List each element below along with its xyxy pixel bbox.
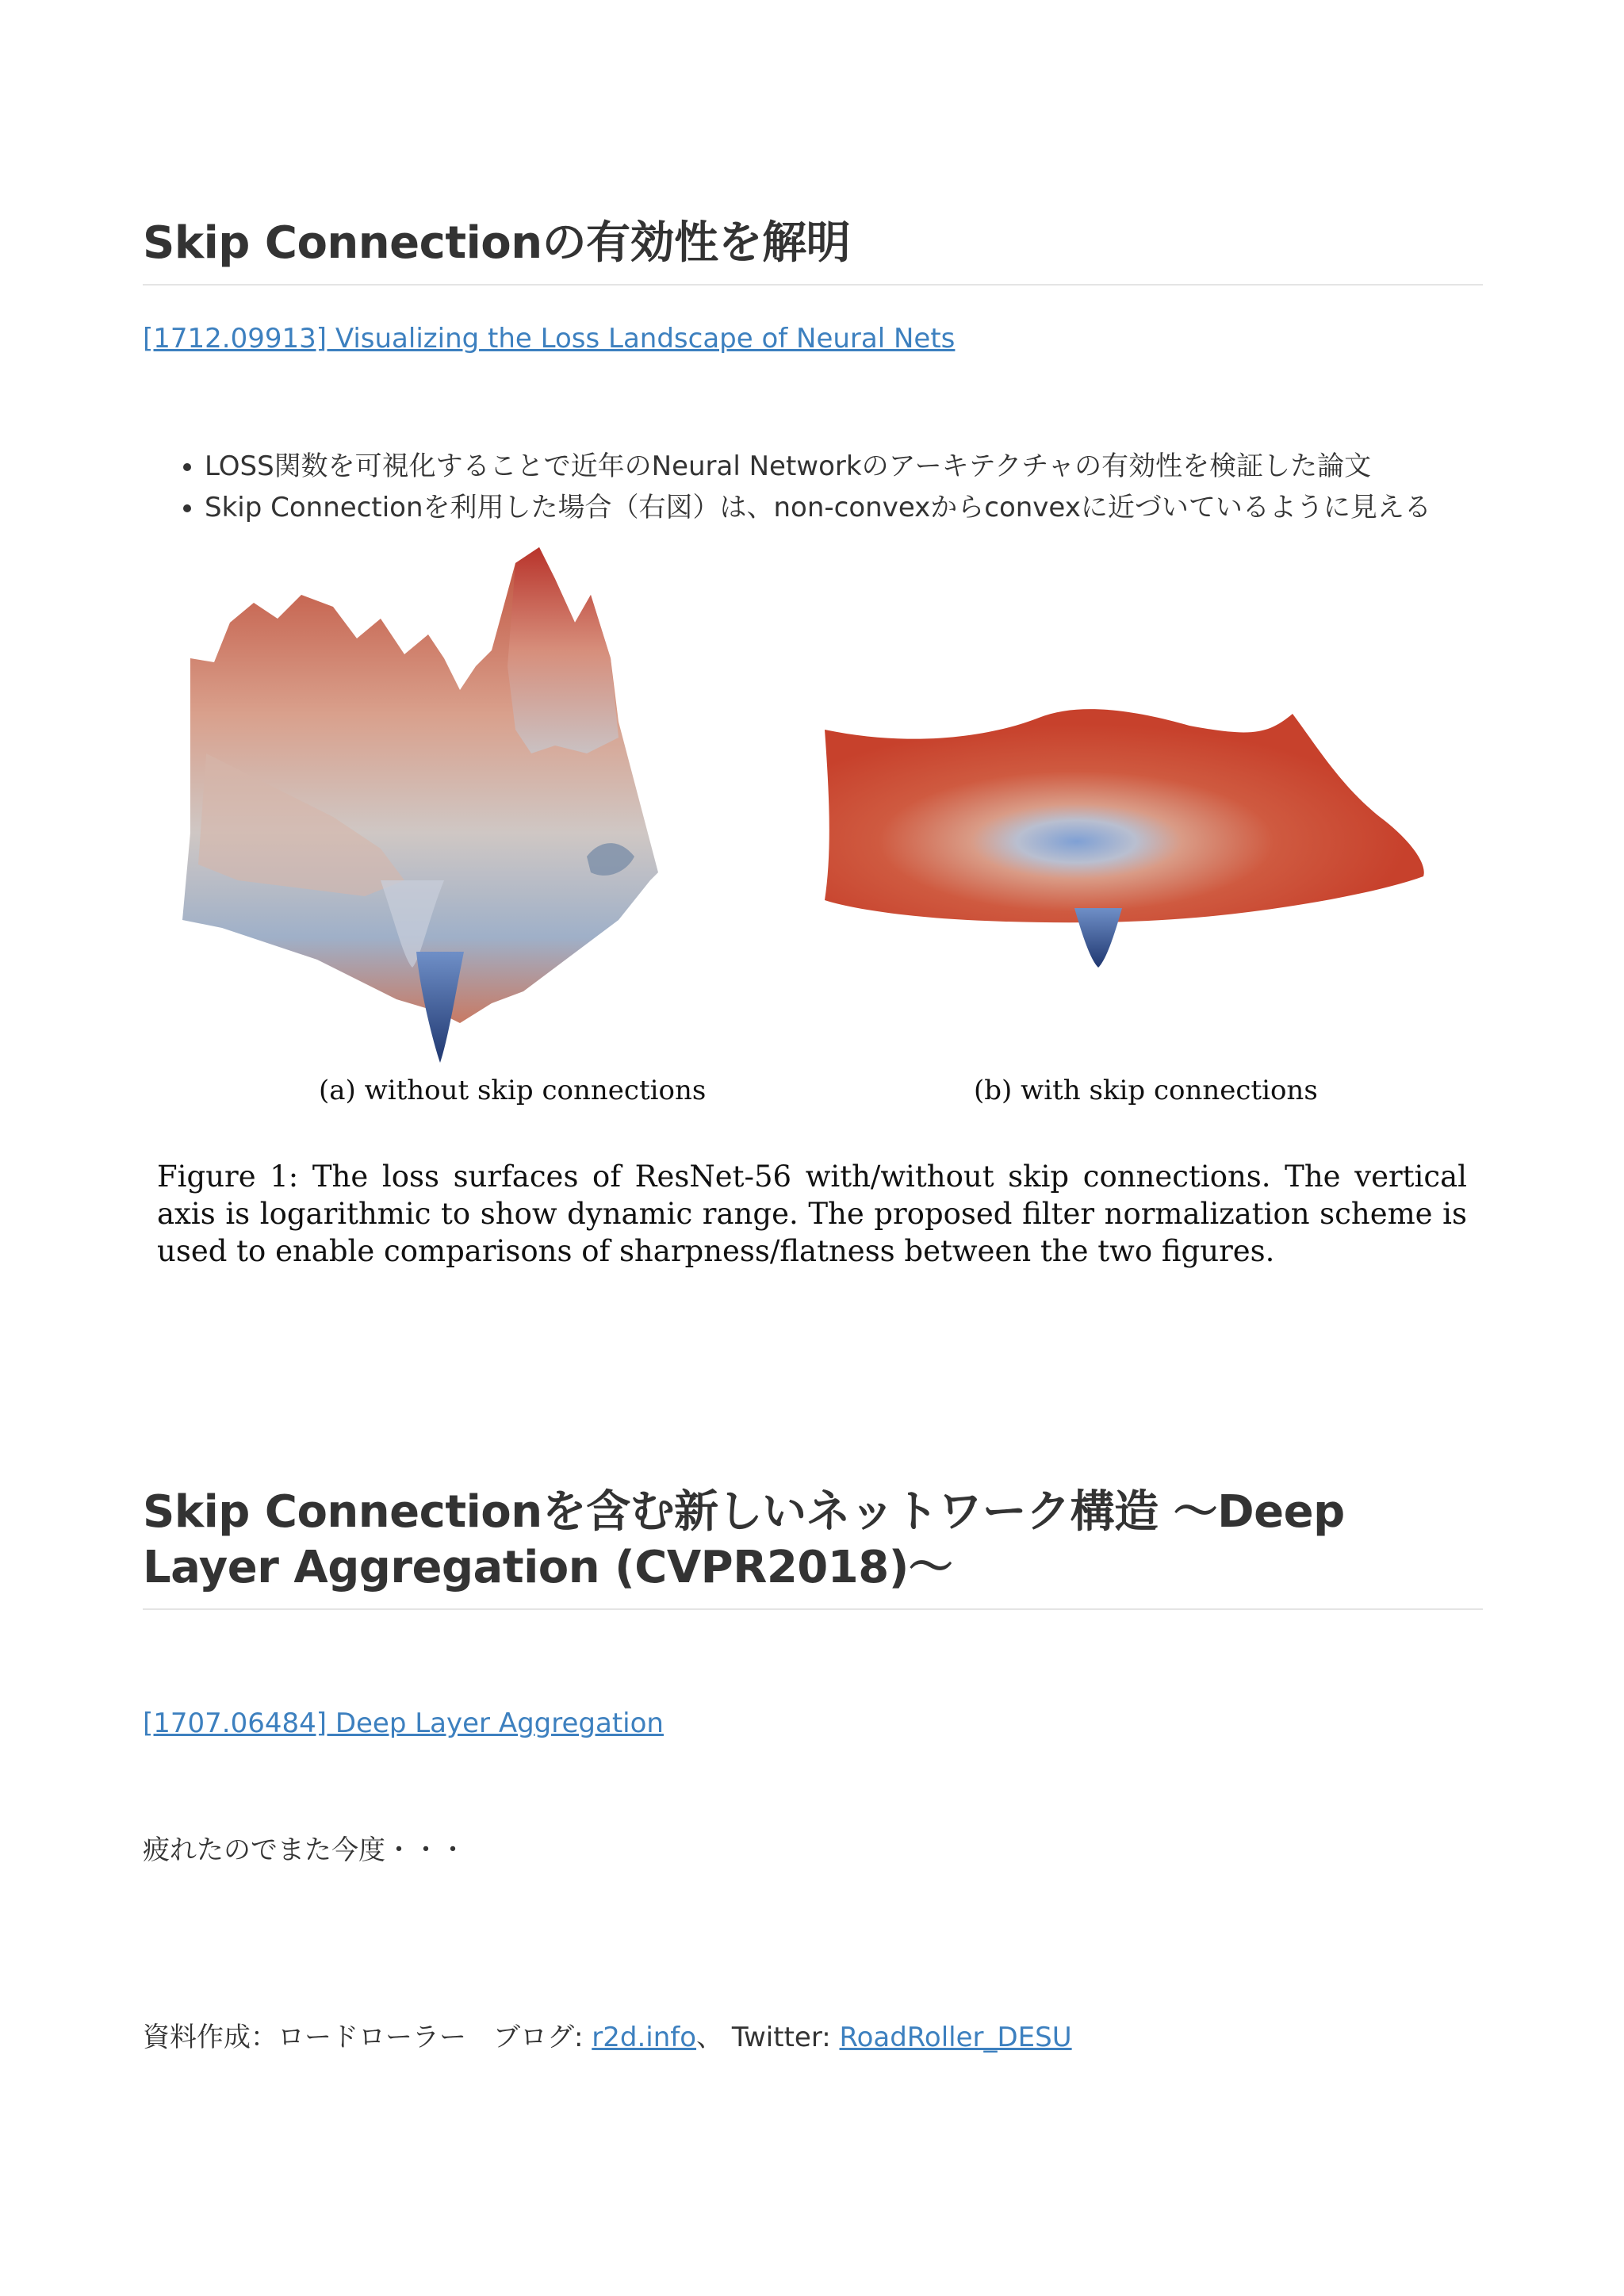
author-footer bbox=[143, 2019, 1072, 2056]
section-heading-skip-connection: Skip Connectionの有効性を解明 bbox=[143, 216, 1483, 286]
bullet-item: • Skip Connectionを利用した場合（右図）は、non-convexからconvexに近づいているように見える bbox=[205, 487, 1431, 528]
bullet-item: • LOSS関数を可視化することで近年のNeural Networkのアーキテクチャの有効性を検証した論文 bbox=[205, 446, 1431, 487]
twitter-link[interactable]: RoadRoller_DESU bbox=[839, 2022, 1072, 2053]
paper-link-paragraph bbox=[143, 1705, 664, 1742]
footer-prefix: 資料作成：ロードローラー ブログ: bbox=[143, 2022, 592, 2053]
paper-link-deep-layer-aggregation[interactable]: [1707.06484] Deep Layer Aggregation bbox=[143, 1708, 664, 1739]
figure-caption: Figure 1: The loss surfaces of ResNet-56 with/without skip connections. The vertical axis is logarithmic to show dynamic range. The proposed filter normalization scheme is used to enable comparisons of sharpness/flatness between the two figures. bbox=[157, 1159, 1467, 1268]
blog-link[interactable]: r2d.info bbox=[592, 2022, 697, 2053]
subcaption-a: (a) without skip connections bbox=[319, 1075, 707, 1106]
note-text: 疲れたのでまた今度・・・ bbox=[143, 1834, 466, 1866]
footer-separator: 、 Twitter: bbox=[696, 2022, 840, 2053]
subcaption-b: (b) with skip connections bbox=[974, 1075, 1318, 1106]
summary-bullet-list bbox=[143, 446, 1431, 528]
section-heading-deep-layer-aggregation: Skip Connectionを含む新しいネットワーク構造 〜Deep Layer Aggregation (CVPR2018)〜 bbox=[143, 1485, 1483, 1610]
loss-surface-b bbox=[825, 709, 1424, 968]
paper-link-paragraph bbox=[143, 320, 955, 357]
loss-surface-figure bbox=[143, 547, 1483, 1285]
loss-surface-a bbox=[182, 547, 658, 1063]
paper-link-loss-landscape[interactable]: [1712.09913] Visualizing the Loss Landscape of Neural Nets bbox=[143, 323, 956, 355]
